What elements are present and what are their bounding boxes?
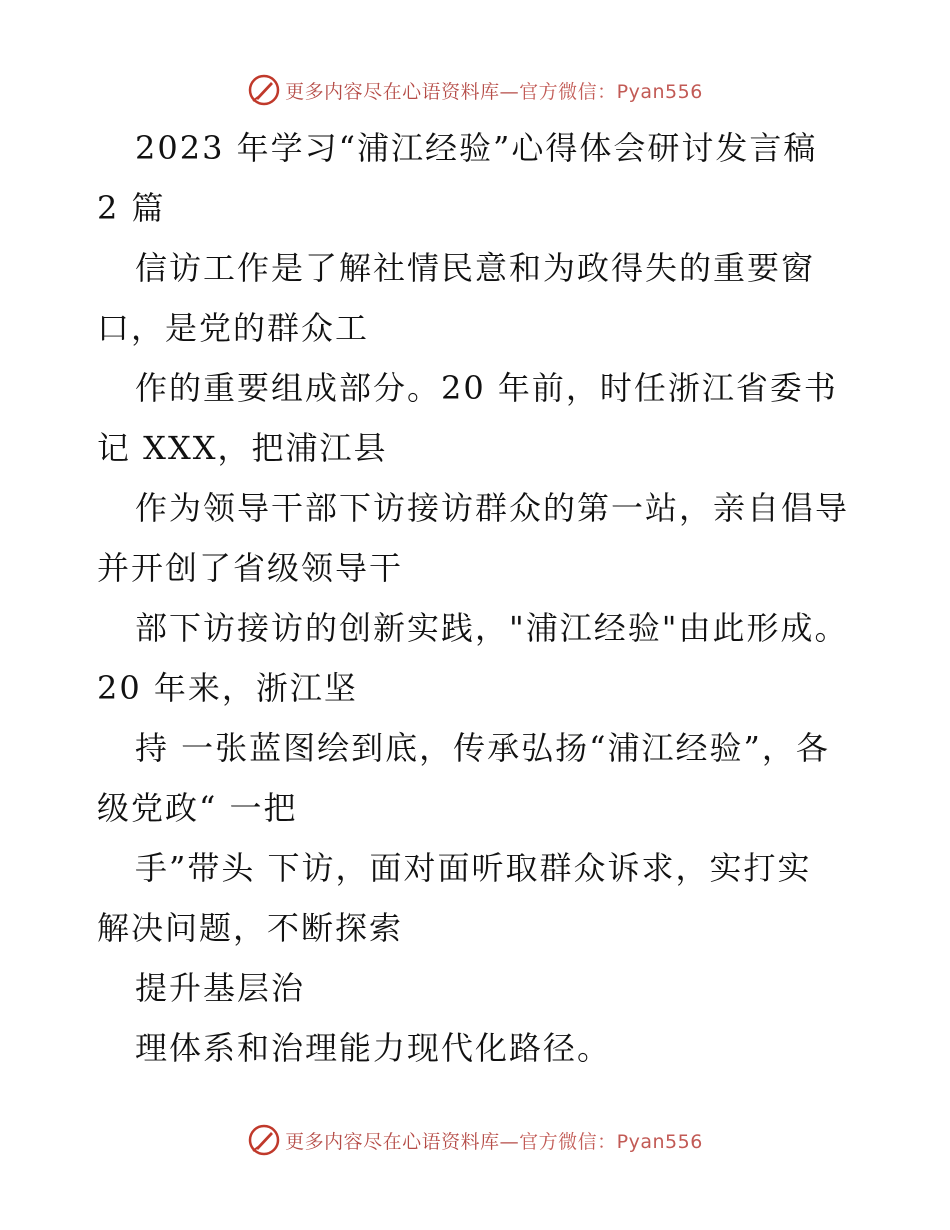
text-line: 作的重要组成部分。20 年前，时任浙江省委书: [135, 369, 838, 407]
header-banner: [0, 70, 950, 110]
text-line: 记 XXX，把浦江县: [97, 429, 388, 467]
text-line: 提升基层治: [135, 969, 306, 1007]
text-line: 20 年来，浙江坚: [97, 669, 358, 707]
document-body: [97, 118, 857, 1078]
text-line: 作为领导干部下访接访群众的第一站，亲自倡导: [135, 489, 850, 527]
banner-text: 更多内容尽在心语资料库—官方微信：Pyan556: [285, 1130, 703, 1153]
text-line: 手”带头 下访，面对面听取群众诉求，实打实: [135, 849, 812, 887]
text-line: 理体系和治理能力现代化路径。: [135, 1029, 612, 1067]
quill-logo-icon: [247, 1123, 281, 1157]
banner-wechat: 官方微信：Pyan556: [519, 80, 703, 103]
text-line: 级党政“ 一把: [97, 789, 298, 827]
text-line: 解决问题，不断探索: [97, 909, 404, 947]
text-line: 信访工作是了解社情民意和为政得失的重要窗: [135, 249, 816, 287]
banner-wechat: 官方微信：Pyan556: [519, 1130, 703, 1153]
banner-text: 更多内容尽在心语资料库—官方微信：Pyan556: [285, 80, 703, 103]
text-line: 并开创了省级领导干: [97, 549, 404, 587]
text-line: 持 一张蓝图绘到底，传承弘扬“浦江经验”，各: [135, 729, 830, 767]
text-line: 2023 年学习“浦江经验”心得体会研讨发言稿: [135, 129, 818, 167]
quill-logo-icon: [247, 73, 281, 107]
text-line: 2 篇: [97, 189, 166, 227]
footer-banner: [0, 1120, 950, 1160]
text-line: 部下访接访的创新实践，"浦江经验"由此形成。: [135, 609, 849, 647]
text-line: 口，是党的群众工: [97, 309, 370, 347]
